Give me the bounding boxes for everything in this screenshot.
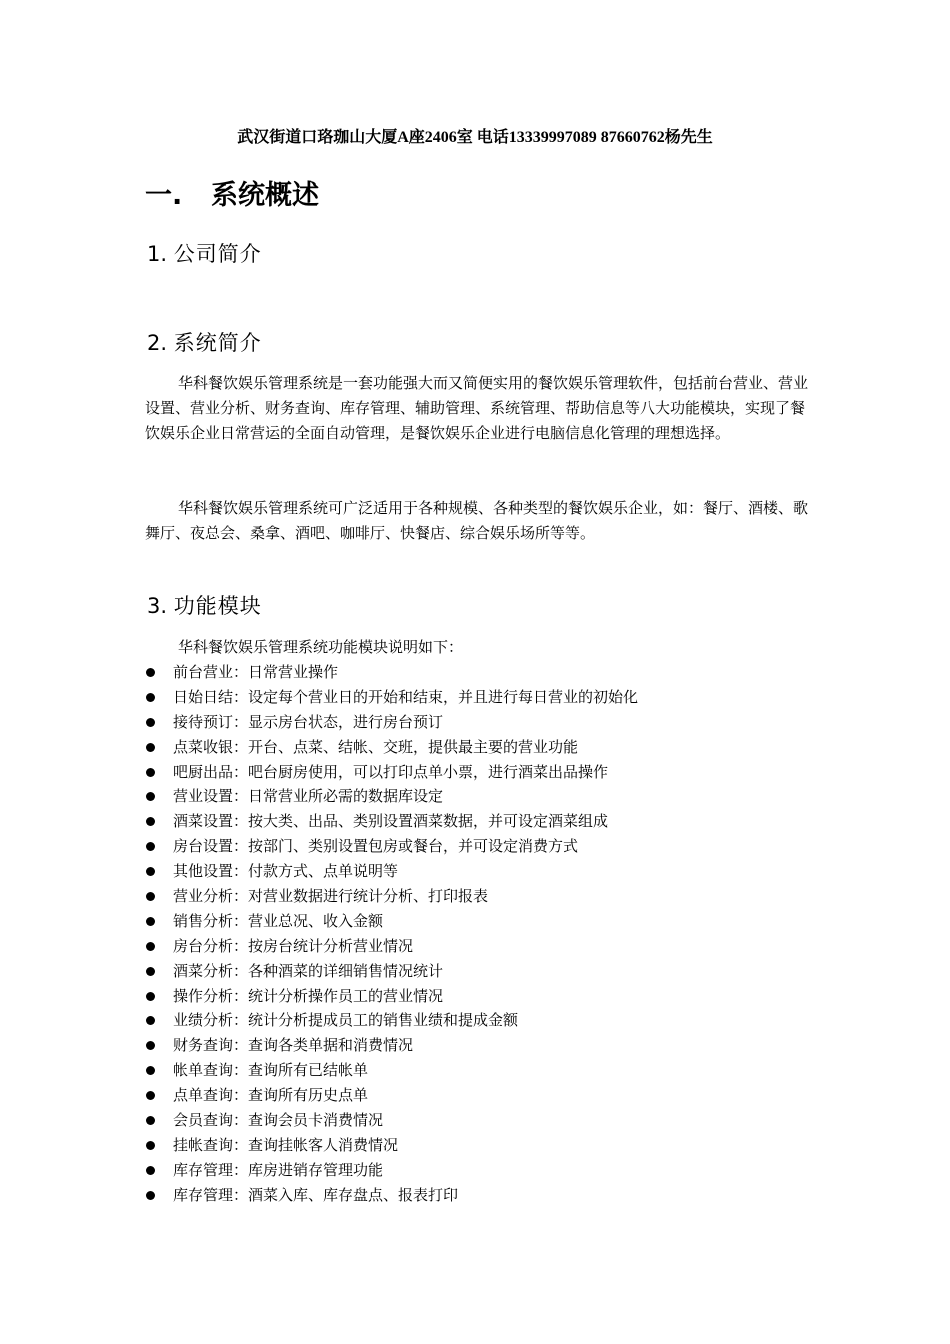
list-item: [145, 909, 638, 934]
list-item: [145, 959, 638, 984]
list-item: [145, 1183, 638, 1208]
system-intro-paragraph-2: [145, 496, 815, 546]
list-item: [145, 1083, 638, 1108]
list-item: [145, 809, 638, 834]
paragraph-text: 华科餐饮娱乐管理系统功能模块说明如下：: [178, 638, 464, 656]
function-module-list: [145, 660, 638, 1208]
bullet-icon: [146, 768, 155, 777]
list-item: [145, 934, 638, 959]
list-item-text: 库存管理：酒菜入库、库存盘点、报表打印: [173, 1185, 459, 1204]
bullet-icon: [146, 1091, 155, 1100]
bullet-icon: [146, 817, 155, 826]
list-item: [145, 834, 638, 859]
bullet-icon: [146, 1141, 155, 1150]
section-number: 一.: [145, 180, 183, 211]
list-item-text: 房台设置：按部门、类别设置包房或餐台，并可设定消费方式: [173, 837, 579, 856]
bullet-icon: [146, 693, 155, 702]
list-item-text: 日始日结：设定每个营业日的开始和结束，并且进行每日营业的初始化: [173, 687, 639, 706]
list-item-text: 操作分析：统计分析操作员工的营业情况: [173, 986, 444, 1005]
list-item-text: 会员查询：查询会员卡消费情况: [173, 1111, 384, 1130]
bullet-icon: [146, 1041, 155, 1050]
list-item: [145, 685, 638, 710]
list-item: [145, 1058, 638, 1083]
list-item-text: 财务查询：查询各类单据和消费情况: [173, 1036, 414, 1055]
subheading-number: 3.: [147, 594, 168, 618]
list-item-text: 业绩分析：统计分析提成员工的销售业绩和提成金额: [173, 1011, 519, 1030]
subheading-title: 系统简介: [173, 331, 262, 355]
list-item-text: 吧厨出品：吧台厨房使用，可以打印点单小票，进行酒菜出品操作: [173, 762, 609, 781]
list-item: [145, 735, 638, 760]
list-item-text: 房台分析：按房台统计分析营业情况: [173, 936, 414, 955]
paragraph-text: 华科餐饮娱乐管理系统可广泛适用于各种规模、各种类型的餐饮娱乐企业，如：餐厅、酒楼、歌舞厅、夜总会、桑拿、酒吧、咖啡厅、快餐店、综合娱乐场所等等。: [145, 499, 809, 542]
list-item: [145, 884, 638, 909]
list-item-text: 接待预订：显示房台状态，进行房台预订: [173, 712, 444, 731]
subheading-company-intro: [147, 240, 262, 268]
bullet-icon: [146, 668, 155, 677]
bullet-icon: [146, 792, 155, 801]
contact-header: 武汉街道口珞珈山大厦A座2406室 电话13339997089 87660762杨先生: [237, 129, 713, 146]
list-item: [145, 784, 638, 809]
subheading-number: 2.: [147, 331, 168, 355]
list-item-text: 帐单查询：查询所有已结帐单: [173, 1061, 369, 1080]
list-item: [145, 859, 638, 884]
bullet-icon: [146, 842, 155, 851]
subheading-title: 功能模块: [173, 594, 262, 618]
function-modules-intro: [145, 635, 815, 660]
bullet-icon: [146, 718, 155, 727]
list-item: [145, 1133, 638, 1158]
paragraph-text: 华科餐饮娱乐管理系统是一套功能强大而又简便实用的餐饮娱乐管理软件，包括前台营业、营业设置、营业分析、财务查询、库存管理、辅助管理、系统管理、帮助信息等八大功能模块，实现了餐饮娱乐企业日常营运的全面自动管理，是餐饮娱乐企业进行电脑信息化管理的理想选择。: [145, 374, 809, 442]
bullet-icon: [146, 967, 155, 976]
list-item-text: 点单查询：查询所有历史点单: [173, 1086, 369, 1105]
list-item: [145, 1008, 638, 1033]
bullet-icon: [146, 1166, 155, 1175]
list-item: [145, 1158, 638, 1183]
subheading-system-intro: [147, 329, 262, 357]
list-item-text: 营业分析：对营业数据进行统计分析、打印报表: [173, 887, 489, 906]
list-item-text: 酒菜分析：各种酒菜的详细销售情况统计: [173, 961, 444, 980]
bullet-icon: [146, 942, 155, 951]
bullet-icon: [146, 1191, 155, 1200]
list-item: [145, 710, 638, 735]
bullet-icon: [146, 1016, 155, 1025]
subheading-function-modules: [147, 592, 262, 620]
list-item-text: 挂帐查询：查询挂帐客人消费情况: [173, 1135, 399, 1154]
subheading-title: 公司简介: [173, 242, 262, 266]
list-item: [145, 1108, 638, 1133]
bullet-icon: [146, 1066, 155, 1075]
list-item-text: 营业设置：日常营业所必需的数据库设定: [173, 787, 444, 806]
list-item: [145, 660, 638, 685]
system-intro-paragraph-1: [145, 371, 815, 446]
list-item-text: 前台营业：日常营业操作: [173, 663, 339, 681]
section-heading-overview: [145, 178, 319, 214]
list-item-text: 点菜收银：开台、点菜、结帐、交班，提供最主要的营业功能: [173, 737, 579, 756]
list-item: [145, 1033, 638, 1058]
bullet-icon: [146, 1116, 155, 1125]
list-item: [145, 984, 638, 1009]
bullet-icon: [146, 743, 155, 752]
bullet-icon: [146, 917, 155, 926]
list-item-text: 库存管理：库房进销存管理功能: [173, 1160, 384, 1179]
list-item-text: 其他设置：付款方式、点单说明等: [173, 862, 399, 881]
bullet-icon: [146, 992, 155, 1001]
list-item-text: 销售分析：营业总况、收入金额: [173, 911, 384, 930]
list-item: [145, 760, 638, 785]
list-item-text: 酒菜设置：按大类、出品、类别设置酒菜数据，并可设定酒菜组成: [173, 812, 609, 831]
section-title: 系统概述: [211, 180, 319, 211]
bullet-icon: [146, 892, 155, 901]
subheading-number: 1.: [147, 242, 168, 266]
bullet-icon: [146, 867, 155, 876]
